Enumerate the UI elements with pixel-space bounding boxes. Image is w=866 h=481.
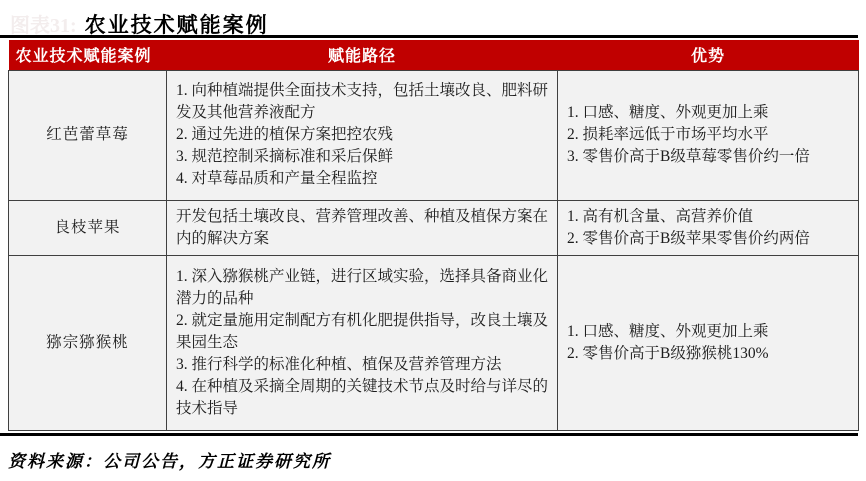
case-advantages	[558, 70, 859, 200]
case-name: 猕宗猕猴桃	[9, 255, 167, 430]
figure-title: 农业技术赋能案例	[84, 13, 269, 37]
column-header-case: 农业技术赋能案例	[9, 40, 167, 70]
table-bottom-divider	[0, 433, 858, 436]
table-header-row	[9, 40, 859, 70]
path-item: 3. 规范控制采摘标准和采后保鲜	[176, 148, 394, 165]
column-header-path: 赋能路径	[167, 40, 558, 70]
case-advantages	[558, 255, 859, 430]
case-path	[167, 255, 558, 430]
case-name: 红芭蕾草莓	[9, 70, 167, 200]
path-item: 4. 对草莓品质和产量全程监控	[176, 170, 378, 187]
advantage-item: 1. 口感、糖度、外观更加上乘	[567, 104, 769, 121]
advantage-item: 2. 损耗率远低于市场平均水平	[567, 126, 769, 143]
path-item: 1. 向种植端提供全面技术支持，包括土壤改良、肥料研发及其他营养液配方	[176, 82, 549, 121]
path-item: 3. 推行科学的标准化种植、植保及营养管理方法	[176, 355, 502, 373]
advantage-item: 3. 零售价高于B级草莓零售价约一倍	[567, 148, 810, 165]
figure-header	[0, 0, 866, 37]
figure-label: 图表31:	[10, 15, 77, 37]
advantage-item: 1. 口感、糖度、外观更加上乘	[567, 322, 769, 340]
path-item: 4. 在种植及采摘全周期的关键技术节点及时给与详尽的技术指导	[176, 377, 549, 417]
column-header-advantage: 优势	[558, 40, 859, 70]
advantage-item: 1. 高有机含量、高营养价值	[567, 207, 754, 225]
source-note: 资料来源：公司公告，方正证券研究所	[8, 451, 331, 471]
table-row-apple	[9, 200, 859, 255]
case-name: 良枝苹果	[9, 200, 167, 255]
cases-table	[8, 40, 859, 431]
table-row-kiwi	[9, 255, 859, 430]
case-advantages	[558, 200, 859, 255]
path-item: 2. 通过先进的植保方案把控农残	[176, 126, 394, 143]
path-item: 开发包括土壤改良、营养管理改善、种植及植保方案在内的解决方案	[176, 207, 549, 247]
advantage-item: 2. 零售价高于B级猕猴桃130%	[567, 344, 769, 362]
table-row-strawberry	[9, 70, 859, 200]
path-item: 1. 深入猕猴桃产业链，进行区域实验，选择具备商业化潜力的品种	[176, 267, 549, 307]
path-item: 2. 就定量施用定制配方有机化肥提供指导，改良土壤及果园生态	[176, 311, 549, 351]
case-path	[167, 200, 558, 255]
case-path	[167, 70, 558, 200]
advantage-item: 2. 零售价高于B级苹果零售价约两倍	[567, 229, 810, 247]
